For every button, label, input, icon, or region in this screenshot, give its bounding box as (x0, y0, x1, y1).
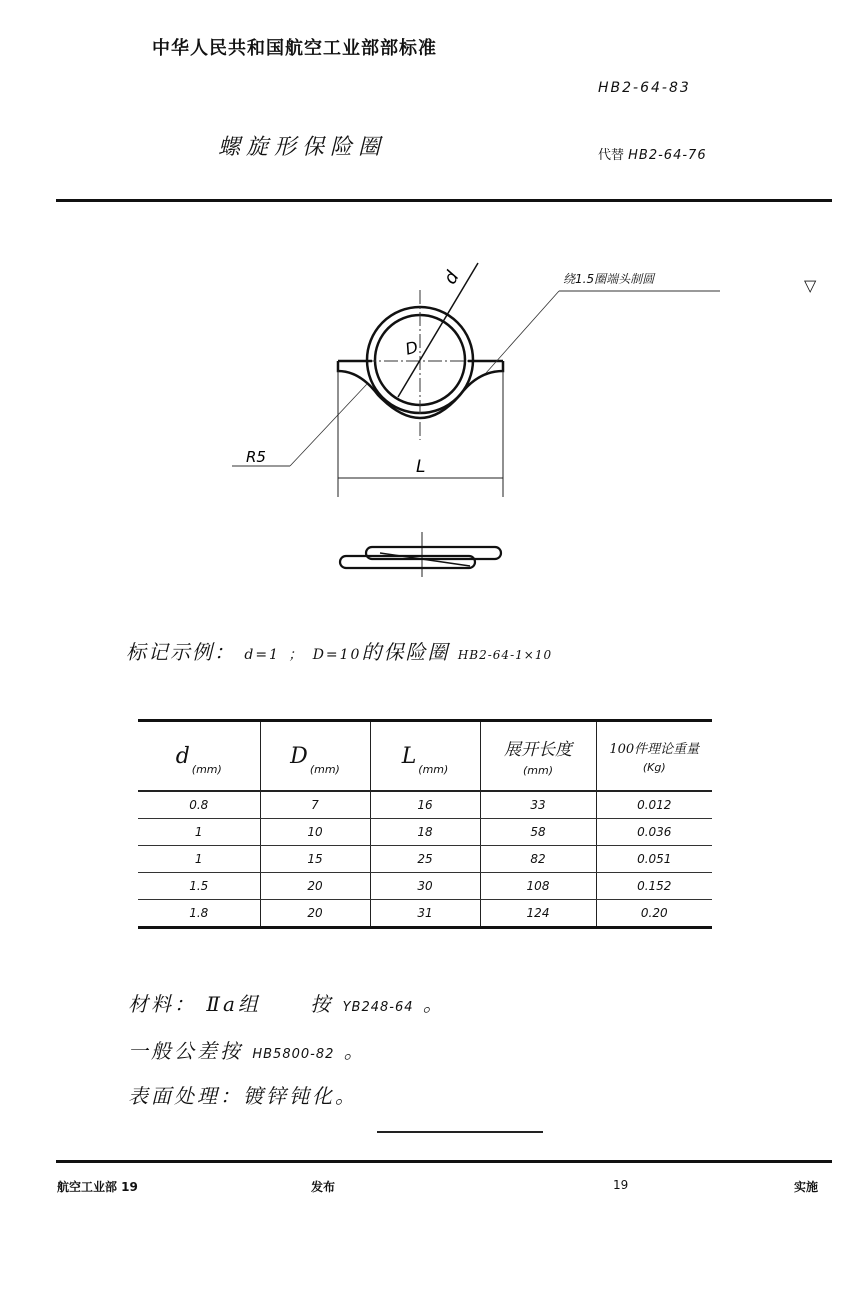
cell-D: 7 (260, 791, 370, 819)
cell-weight: 0.051 (596, 846, 712, 873)
cell-length: 108 (480, 873, 596, 900)
footer-year: 19 (613, 1178, 629, 1192)
organization-header: 中华人民共和国航空工业部部标准 (152, 38, 437, 59)
footer-effective: 实施 (794, 1180, 819, 1194)
material-per: 按 (310, 992, 334, 1016)
table-row (138, 791, 712, 819)
header-L: L(mm) (370, 721, 480, 792)
surface-treatment-note: 表面处理：镀锌钝化。 (128, 1084, 358, 1108)
tolerance-text: 一般公差按 (128, 1039, 243, 1063)
cell-L: 16 (370, 791, 480, 819)
example-d: d=1 (244, 647, 280, 663)
table-row (138, 873, 712, 900)
document-title: 螺旋形保险圈 (218, 135, 387, 160)
cell-weight: 0.036 (596, 819, 712, 846)
label-R5: R5 (246, 448, 266, 466)
footer-issuer: 航空工业部 19 (57, 1180, 138, 1194)
spring-ring-drawing (0, 0, 868, 620)
footer-issued: 发布 (311, 1180, 336, 1194)
cell-d: 1 (138, 819, 260, 846)
cell-weight: 0.152 (596, 873, 712, 900)
material-code: YB248-64 (342, 1000, 414, 1015)
cell-d: 0.8 (138, 791, 260, 819)
cell-length: 124 (480, 900, 596, 928)
cell-length: 58 (480, 819, 596, 846)
replaces-code: HB2-64-76 (628, 148, 707, 163)
example-code: HB2-64-1×10 (457, 648, 553, 662)
table-row (138, 846, 712, 873)
cell-L: 30 (370, 873, 480, 900)
cell-L: 31 (370, 900, 480, 928)
cell-length: 33 (480, 791, 596, 819)
header-d: d(mm) (138, 721, 260, 792)
cell-D: 20 (260, 873, 370, 900)
standard-number: HB2-64-83 (598, 80, 691, 96)
replaces-label: 代替 (598, 148, 625, 163)
cell-d: 1.5 (138, 873, 260, 900)
table-row (138, 819, 712, 846)
cell-length: 82 (480, 846, 596, 873)
header-D: D(mm) (260, 721, 370, 792)
marking-example (126, 636, 552, 665)
spec-table (138, 719, 712, 929)
cell-d: 1.8 (138, 900, 260, 928)
material-group: Ⅱa组 (206, 992, 261, 1016)
cell-L: 18 (370, 819, 480, 846)
cell-weight: 0.20 (596, 900, 712, 928)
cell-L: 25 (370, 846, 480, 873)
example-text: 的保险圈 (361, 640, 450, 664)
end-mark-rule (377, 1131, 543, 1133)
tolerance-code: HB5800-82 (252, 1047, 335, 1062)
table-row (138, 900, 712, 928)
header-theoretical-weight: 100件理论重量 (Kg) (596, 721, 712, 792)
cell-D: 20 (260, 900, 370, 928)
cell-weight: 0.012 (596, 791, 712, 819)
cell-D: 15 (260, 846, 370, 873)
tolerance-note (128, 1035, 367, 1064)
material-note (128, 988, 446, 1017)
label-d: d (439, 267, 464, 288)
end-note: 绕1.5圈端头制圆 (563, 272, 655, 286)
surface-finish-icon: ▽ (804, 276, 817, 295)
cell-D: 10 (260, 819, 370, 846)
tolerance-end: 。 (343, 1039, 367, 1063)
header-developed-length: 展开长度 (mm) (480, 721, 596, 792)
label-D: D (403, 337, 421, 359)
footer-divider (56, 1160, 832, 1163)
table-header-row (138, 721, 712, 792)
material-end: 。 (422, 992, 446, 1016)
material-label: 材料： (128, 992, 197, 1016)
example-label: 标记示例： (126, 640, 236, 664)
label-L: L (416, 457, 426, 477)
cell-d: 1 (138, 846, 260, 873)
example-D: D=10 (312, 647, 362, 663)
example-separator: ； (288, 647, 305, 663)
